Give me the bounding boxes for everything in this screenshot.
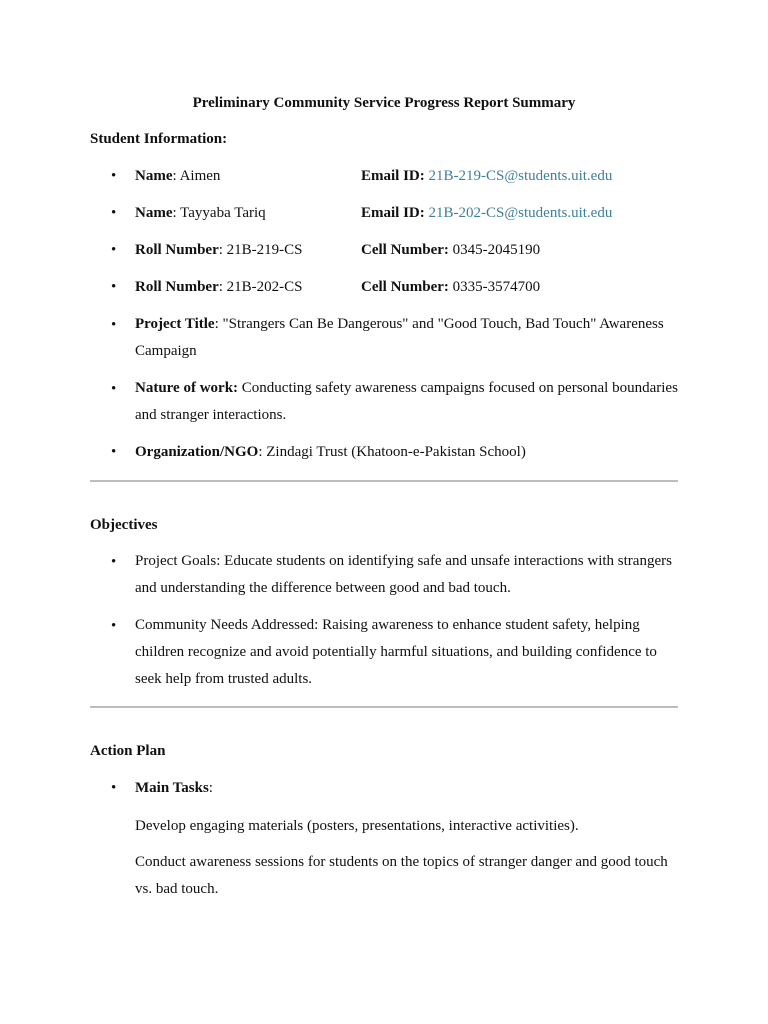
- field-label: Name: [135, 168, 173, 184]
- objective-item: Community Needs Addressed: Raising awareness to enhance student safety, helping children recognize and avoid potentially harmful situations, and building confidence to seek help from trusted adults.: [135, 617, 657, 687]
- field-label: Cell Number:: [361, 279, 449, 295]
- bullet: •: [111, 317, 117, 333]
- field-label: Cell Number:: [361, 242, 449, 258]
- field-value: : 21B-219-CS: [218, 242, 303, 258]
- project-title-field: [135, 311, 680, 365]
- task-item: Conduct awareness sessions for students on the topics of stranger danger and good touch vs. bad touch.: [135, 854, 668, 897]
- student-info-heading: Student Information:: [90, 131, 228, 147]
- field-value: : Zindagi Trust (Khatoon-e-Pakistan School): [258, 444, 526, 460]
- document-title: Preliminary Community Service Progress Report Summary: [192, 95, 576, 111]
- email-field-1: [361, 166, 612, 186]
- field-value: : "Strangers Can Be Dangerous" and "Good Touch, Bad Touch" Awareness Campaign: [135, 316, 664, 359]
- field-value: : Aimen: [172, 168, 221, 184]
- field-label: Email ID:: [361, 205, 425, 221]
- name-field-1: [135, 166, 220, 186]
- field-label: Roll Number: [135, 242, 219, 258]
- bullet: •: [111, 554, 117, 570]
- cell-number-field-1: [361, 240, 540, 260]
- nature-of-work-field: [135, 375, 680, 429]
- main-tasks-label: [135, 778, 213, 798]
- field-value: 0345-2045190: [448, 242, 541, 258]
- field-suffix: :: [208, 780, 213, 796]
- email-link[interactable]: 21B-202-CS@students.uit.edu: [424, 205, 613, 221]
- field-label: Project Title: [135, 316, 215, 332]
- field-value: Conducting safety awareness campaigns focused on personal boundaries and stranger interactions.: [135, 380, 678, 423]
- bullet: •: [111, 279, 117, 295]
- bullet: •: [111, 444, 117, 460]
- name-field-2: [135, 203, 266, 223]
- bullet: •: [111, 618, 117, 634]
- field-label: Organization/NGO: [135, 444, 259, 460]
- field-value: : Tayyaba Tariq: [172, 205, 266, 221]
- roll-number-field-1: [135, 240, 303, 260]
- field-label: Email ID:: [361, 168, 425, 184]
- task-item: Develop engaging materials (posters, presentations, interactive activities).: [135, 818, 579, 834]
- bullet: •: [111, 168, 117, 184]
- bullet: •: [111, 381, 117, 397]
- action-plan-heading: Action Plan: [90, 743, 166, 759]
- bullet: •: [111, 242, 117, 258]
- objective-item: Project Goals: Educate students on identifying safe and unsafe interactions with strangers and understanding the difference between good and bad touch.: [135, 553, 672, 596]
- section-divider: [90, 480, 678, 482]
- email-link[interactable]: 21B-219-CS@students.uit.edu: [424, 168, 613, 184]
- field-value: : 21B-202-CS: [218, 279, 303, 295]
- objectives-heading: Objectives: [90, 517, 158, 533]
- field-label: Main Tasks: [135, 780, 209, 796]
- field-label: Name: [135, 205, 173, 221]
- bullet: •: [111, 205, 117, 221]
- field-label: Roll Number: [135, 279, 219, 295]
- email-field-2: [361, 203, 612, 223]
- roll-number-field-2: [135, 277, 303, 297]
- section-divider: [90, 706, 678, 708]
- bullet: •: [111, 780, 117, 796]
- field-value: 0335-3574700: [448, 279, 541, 295]
- field-label: Nature of work:: [135, 380, 239, 396]
- cell-number-field-2: [361, 277, 540, 297]
- organization-field: [135, 442, 526, 462]
